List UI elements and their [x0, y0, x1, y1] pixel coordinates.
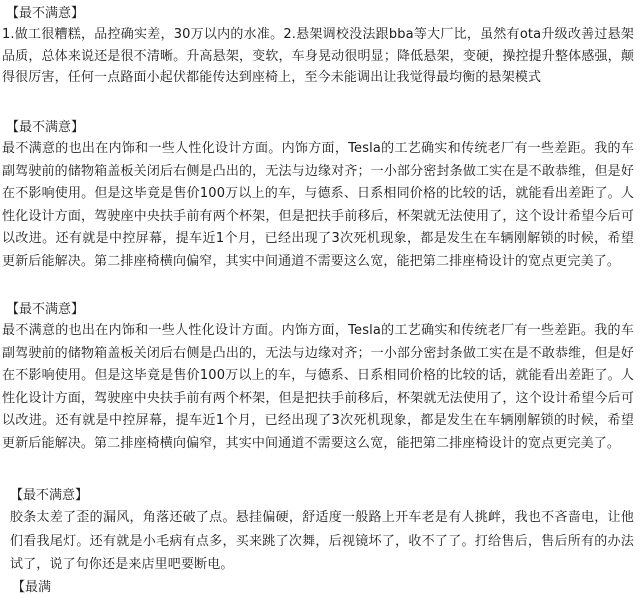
review-heading: 【最不满意】 — [6, 120, 85, 135]
review-block — [0, 300, 636, 455]
review-block — [0, 4, 636, 89]
review-block — [0, 486, 636, 577]
cut-off-heading — [12, 578, 52, 595]
review-text: 最不满意的也出在内饰和一些人性化设计方面。内饰方面，Tesla的工艺确实和传统老厂有一些差距。我的车副驾驶前的储物箱盖板关闭后右侧是凸出的，无法与边缘对齐；一小部分密封条做工实在是不敢恭维，但是好在不影响使用。但是这毕竟是售价100万以上的车，与德系、日系相同价格的比较的话，就能看出差距了。人性化设计方面，驾驶座中央扶手前有两个杯架，但是把扶手前移后，杯架就无法使用了，这个设计希望今后可以改进。还有就是中控屏幕，提车近1个月，已经出现了3次死机现象，都是发生在车辆刚解锁的时候，希望更新后能解决。第二排座椅横向偏窄，其实中间通道不需要这么宽，能把第二排座椅设计的宽点更完美了。 — [2, 323, 634, 451]
review-text: 胶条太差了歪的漏风，角落还破了点。悬挂偏硬，舒适度一般路上开车老是有人挑衅，我也不吝啬电，让他们看我尾灯。还有就是小毛病有点多，买来跳了次舞，后视镜坏了，收不了了。打给售后，售后所有的办法试了，说了句你还是来店里吧要断电。 — [10, 510, 634, 572]
review-heading: 【最不满意】 — [6, 302, 85, 317]
review-heading: 【最不满意】 — [6, 6, 85, 21]
cut-off-heading-text: 【最满 — [12, 580, 52, 595]
review-heading: 【最不满意】 — [10, 488, 89, 503]
review-block — [0, 118, 636, 273]
review-text: 1.做工很糟糕，品控确实差，30万以内的水准。2.悬架调校没法跟bba等大厂比，虽然有ota升级改善过悬架品质，总体来说还是很不清晰。升高悬架，变软，车身晃动很明显；降低悬架，变硬，操控提升整体感强，颠得很厉害，任何一点路面小起伏都能传达到座椅上，至今未能调出让我觉得最均衡的悬架模式 — [2, 27, 634, 86]
review-text: 最不满意的也出在内饰和一些人性化设计方面。内饰方面，Tesla的工艺确实和传统老厂有一些差距。我的车副驾驶前的储物箱盖板关闭后右侧是凸出的，无法与边缘对齐；一小部分密封条做工实在是不敢恭维，但是好在不影响使用。但是这毕竟是售价100万以上的车，与德系、日系相同价格的比较的话，就能看出差距了。人性化设计方面，驾驶座中央扶手前有两个杯架，但是把扶手前移后，杯架就无法使用了，这个设计希望今后可以改进。还有就是中控屏幕，提车近1个月，已经出现了3次死机现象，都是发生在车辆刚解锁的时候，希望更新后能解决。第二排座椅横向偏窄，其实中间通道不需要这么宽，能把第二排座椅设计的宽点更完美了。 — [2, 141, 634, 269]
